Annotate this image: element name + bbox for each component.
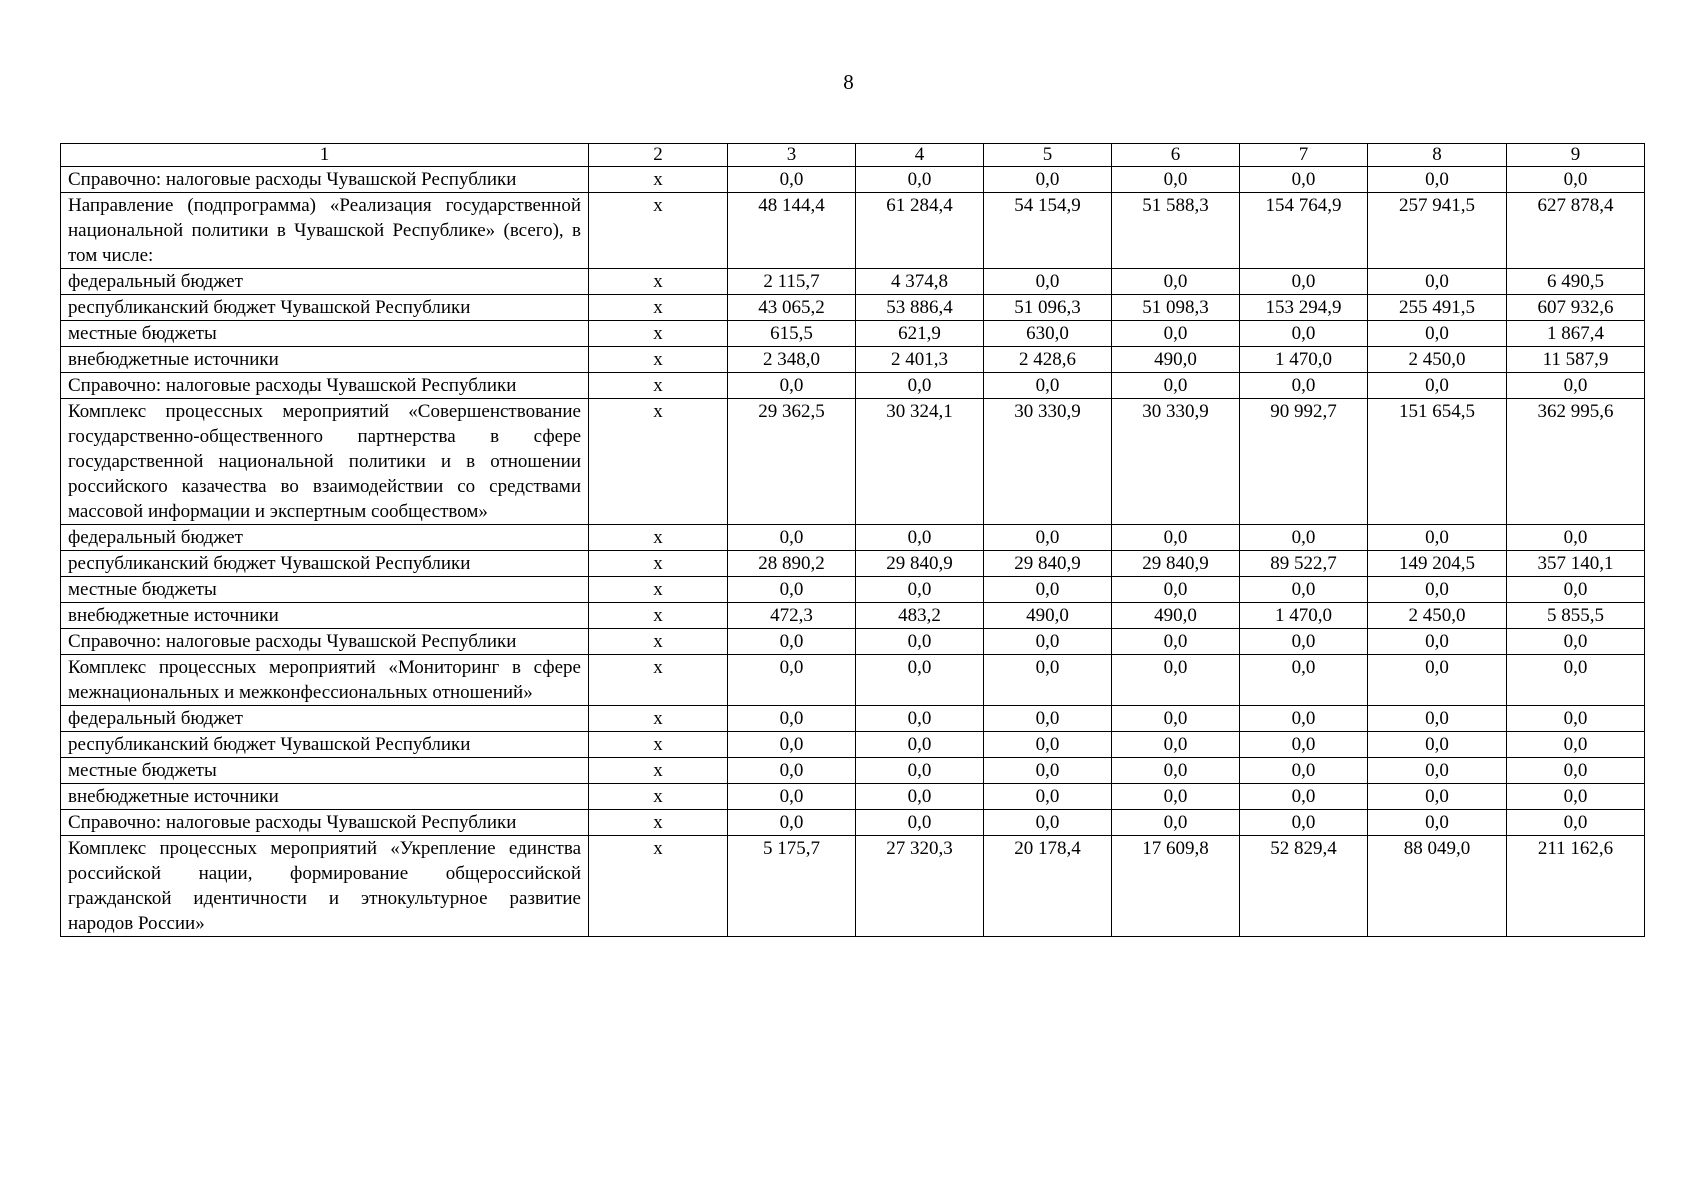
value-cell: 0,0 [1112, 577, 1240, 603]
value-cell: 0,0 [1112, 784, 1240, 810]
value-cell: 0,0 [1507, 810, 1645, 836]
value-cell: 61 284,4 [856, 193, 984, 269]
value-cell: 0,0 [1507, 525, 1645, 551]
value-cell: 54 154,9 [984, 193, 1112, 269]
value-cell: 0,0 [1368, 784, 1507, 810]
value-cell: 0,0 [1507, 784, 1645, 810]
value-cell: 2 450,0 [1368, 603, 1507, 629]
value-cell: 0,0 [856, 706, 984, 732]
column-header: 7 [1240, 144, 1368, 167]
table-row [61, 399, 1645, 525]
row-label: внебюджетные источники [61, 603, 589, 629]
value-cell: 630,0 [984, 321, 1112, 347]
row-label: Справочно: налоговые расходы Чувашской Республики [61, 810, 589, 836]
value-cell: 0,0 [1368, 373, 1507, 399]
column-header: 9 [1507, 144, 1645, 167]
row-label: внебюджетные источники [61, 347, 589, 373]
value-cell: 28 890,2 [728, 551, 856, 577]
table-row [61, 758, 1645, 784]
value-cell: 29 840,9 [1112, 551, 1240, 577]
value-cell: 615,5 [728, 321, 856, 347]
table-body [61, 167, 1645, 937]
value-cell: 0,0 [1112, 629, 1240, 655]
value-cell: 2 428,6 [984, 347, 1112, 373]
value-cell: 0,0 [984, 706, 1112, 732]
value-cell: 0,0 [856, 758, 984, 784]
value-cell: 0,0 [1368, 732, 1507, 758]
value-cell: 472,3 [728, 603, 856, 629]
row-label: внебюджетные источники [61, 784, 589, 810]
value-cell: 151 654,5 [1368, 399, 1507, 525]
value-cell: 490,0 [984, 603, 1112, 629]
value-cell: 0,0 [1112, 706, 1240, 732]
value-cell: 6 490,5 [1507, 269, 1645, 295]
value-cell: 0,0 [728, 706, 856, 732]
value-cell: 2 115,7 [728, 269, 856, 295]
row-label: Направление (подпрограмма) «Реализация государственной национальной политики в Чувашской Республике» (всего), в том числе: [61, 193, 589, 269]
value-cell: 4 374,8 [856, 269, 984, 295]
value-cell: 29 840,9 [856, 551, 984, 577]
value-cell: 51 098,3 [1112, 295, 1240, 321]
value-cell: 0,0 [728, 373, 856, 399]
value-cell: 0,0 [984, 758, 1112, 784]
value-cell: 0,0 [1368, 706, 1507, 732]
table-row [61, 193, 1645, 269]
value-cell: 11 587,9 [1507, 347, 1645, 373]
row-label: республиканский бюджет Чувашской Республики [61, 551, 589, 577]
table-row [61, 577, 1645, 603]
value-cell: 0,0 [1240, 810, 1368, 836]
value-cell: 257 941,5 [1368, 193, 1507, 269]
value-cell: 0,0 [1368, 525, 1507, 551]
value-cell: 0,0 [1368, 629, 1507, 655]
row-mark: х [589, 629, 728, 655]
value-cell: 149 204,5 [1368, 551, 1507, 577]
value-cell: 53 886,4 [856, 295, 984, 321]
table-row [61, 732, 1645, 758]
row-mark: х [589, 399, 728, 525]
row-mark: х [589, 373, 728, 399]
value-cell: 154 764,9 [1240, 193, 1368, 269]
value-cell: 0,0 [1112, 269, 1240, 295]
row-label: федеральный бюджет [61, 525, 589, 551]
value-cell: 627 878,4 [1507, 193, 1645, 269]
value-cell: 0,0 [1240, 577, 1368, 603]
value-cell: 0,0 [1368, 810, 1507, 836]
table-row [61, 603, 1645, 629]
value-cell: 0,0 [1507, 706, 1645, 732]
row-label: республиканский бюджет Чувашской Республики [61, 732, 589, 758]
value-cell: 0,0 [1240, 732, 1368, 758]
value-cell: 48 144,4 [728, 193, 856, 269]
row-mark: х [589, 810, 728, 836]
value-cell: 29 840,9 [984, 551, 1112, 577]
value-cell: 490,0 [1112, 347, 1240, 373]
value-cell: 0,0 [1240, 629, 1368, 655]
table-row [61, 836, 1645, 937]
value-cell: 0,0 [728, 525, 856, 551]
value-cell: 0,0 [1112, 810, 1240, 836]
value-cell: 0,0 [728, 784, 856, 810]
value-cell: 0,0 [856, 577, 984, 603]
table-row [61, 167, 1645, 193]
table-row [61, 706, 1645, 732]
value-cell: 5 855,5 [1507, 603, 1645, 629]
value-cell: 27 320,3 [856, 836, 984, 937]
column-number-row [61, 144, 1645, 167]
column-header: 6 [1112, 144, 1240, 167]
row-label: федеральный бюджет [61, 269, 589, 295]
row-mark: х [589, 167, 728, 193]
column-header: 4 [856, 144, 984, 167]
page-number: 8 [843, 70, 854, 94]
row-label: Справочно: налоговые расходы Чувашской Республики [61, 167, 589, 193]
value-cell: 0,0 [856, 373, 984, 399]
row-mark: х [589, 321, 728, 347]
value-cell: 0,0 [1112, 655, 1240, 706]
row-label: Справочно: налоговые расходы Чувашской Республики [61, 373, 589, 399]
row-mark: х [589, 706, 728, 732]
value-cell: 0,0 [856, 732, 984, 758]
row-mark: х [589, 269, 728, 295]
row-label: местные бюджеты [61, 321, 589, 347]
column-header: 2 [589, 144, 728, 167]
value-cell: 0,0 [1240, 784, 1368, 810]
row-label: республиканский бюджет Чувашской Республики [61, 295, 589, 321]
column-header: 5 [984, 144, 1112, 167]
value-cell: 483,2 [856, 603, 984, 629]
value-cell: 30 330,9 [984, 399, 1112, 525]
value-cell: 362 995,6 [1507, 399, 1645, 525]
value-cell: 0,0 [856, 167, 984, 193]
value-cell: 30 324,1 [856, 399, 984, 525]
value-cell: 51 096,3 [984, 295, 1112, 321]
table-row [61, 525, 1645, 551]
value-cell: 0,0 [1240, 269, 1368, 295]
value-cell: 0,0 [728, 732, 856, 758]
value-cell: 0,0 [1368, 269, 1507, 295]
table-row [61, 269, 1645, 295]
value-cell: 0,0 [1507, 732, 1645, 758]
value-cell: 5 175,7 [728, 836, 856, 937]
value-cell: 0,0 [1240, 321, 1368, 347]
value-cell: 0,0 [1240, 758, 1368, 784]
value-cell: 0,0 [984, 784, 1112, 810]
value-cell: 0,0 [984, 810, 1112, 836]
value-cell: 0,0 [984, 629, 1112, 655]
row-label: Комплекс процессных мероприятий «Мониторинг в сфере межнациональных и межконфессиональных отношений» [61, 655, 589, 706]
value-cell: 0,0 [856, 810, 984, 836]
table-row [61, 295, 1645, 321]
value-cell: 0,0 [984, 373, 1112, 399]
table-row [61, 629, 1645, 655]
value-cell: 0,0 [1368, 577, 1507, 603]
value-cell: 0,0 [984, 577, 1112, 603]
value-cell: 0,0 [1112, 167, 1240, 193]
value-cell: 255 491,5 [1368, 295, 1507, 321]
value-cell: 0,0 [856, 784, 984, 810]
value-cell: 0,0 [1368, 758, 1507, 784]
table-row [61, 810, 1645, 836]
value-cell: 0,0 [1112, 732, 1240, 758]
value-cell: 2 401,3 [856, 347, 984, 373]
table-row [61, 655, 1645, 706]
row-mark: х [589, 193, 728, 269]
row-mark: х [589, 784, 728, 810]
value-cell: 0,0 [1507, 655, 1645, 706]
value-cell: 0,0 [1112, 373, 1240, 399]
value-cell: 0,0 [1240, 655, 1368, 706]
value-cell: 0,0 [728, 655, 856, 706]
value-cell: 357 140,1 [1507, 551, 1645, 577]
value-cell: 0,0 [856, 525, 984, 551]
row-mark: х [589, 551, 728, 577]
value-cell: 2 450,0 [1368, 347, 1507, 373]
value-cell: 0,0 [1240, 706, 1368, 732]
row-label: местные бюджеты [61, 758, 589, 784]
value-cell: 2 348,0 [728, 347, 856, 373]
value-cell: 490,0 [1112, 603, 1240, 629]
value-cell: 0,0 [1240, 525, 1368, 551]
value-cell: 0,0 [1112, 525, 1240, 551]
value-cell: 211 162,6 [1507, 836, 1645, 937]
value-cell: 1 470,0 [1240, 603, 1368, 629]
value-cell: 0,0 [1112, 758, 1240, 784]
value-cell: 0,0 [1368, 167, 1507, 193]
value-cell: 90 992,7 [1240, 399, 1368, 525]
row-mark: х [589, 295, 728, 321]
column-header: 1 [61, 144, 589, 167]
value-cell: 0,0 [1368, 655, 1507, 706]
value-cell: 1 470,0 [1240, 347, 1368, 373]
value-cell: 0,0 [984, 167, 1112, 193]
value-cell: 0,0 [728, 758, 856, 784]
value-cell: 0,0 [1507, 167, 1645, 193]
value-cell: 621,9 [856, 321, 984, 347]
value-cell: 43 065,2 [728, 295, 856, 321]
row-mark: х [589, 758, 728, 784]
value-cell: 0,0 [1112, 321, 1240, 347]
table-row [61, 347, 1645, 373]
row-label: Комплекс процессных мероприятий «Укрепление единства российской нации, формирование общероссийской гражданской идентичности и этнокультурное развитие народов России» [61, 836, 589, 937]
row-label: Справочно: налоговые расходы Чувашской Республики [61, 629, 589, 655]
value-cell: 0,0 [856, 655, 984, 706]
row-mark: х [589, 525, 728, 551]
value-cell: 0,0 [728, 629, 856, 655]
table-row [61, 373, 1645, 399]
value-cell: 30 330,9 [1112, 399, 1240, 525]
value-cell: 88 049,0 [1368, 836, 1507, 937]
value-cell: 0,0 [1507, 373, 1645, 399]
row-mark: х [589, 836, 728, 937]
value-cell: 0,0 [1240, 167, 1368, 193]
row-mark: х [589, 655, 728, 706]
value-cell: 0,0 [728, 810, 856, 836]
value-cell: 0,0 [1507, 577, 1645, 603]
table-row [61, 321, 1645, 347]
value-cell: 0,0 [1240, 373, 1368, 399]
value-cell: 0,0 [728, 167, 856, 193]
value-cell: 153 294,9 [1240, 295, 1368, 321]
column-header: 8 [1368, 144, 1507, 167]
value-cell: 51 588,3 [1112, 193, 1240, 269]
row-label: федеральный бюджет [61, 706, 589, 732]
row-label: Комплекс процессных мероприятий «Совершенствование государственно-общественного партнерства в сфере государственной национальной политики и в отношении российского казачества во взаимодействии со средствами массовой информации и экспертным сообществом» [61, 399, 589, 525]
table-row [61, 784, 1645, 810]
row-mark: х [589, 347, 728, 373]
value-cell: 0,0 [856, 629, 984, 655]
value-cell: 89 522,7 [1240, 551, 1368, 577]
row-mark: х [589, 732, 728, 758]
column-header: 3 [728, 144, 856, 167]
value-cell: 0,0 [984, 655, 1112, 706]
value-cell: 20 178,4 [984, 836, 1112, 937]
row-label: местные бюджеты [61, 577, 589, 603]
value-cell: 29 362,5 [728, 399, 856, 525]
value-cell: 1 867,4 [1507, 321, 1645, 347]
value-cell: 0,0 [984, 732, 1112, 758]
row-mark: х [589, 577, 728, 603]
row-mark: х [589, 603, 728, 629]
budget-table [60, 143, 1645, 937]
value-cell: 607 932,6 [1507, 295, 1645, 321]
value-cell: 0,0 [1368, 321, 1507, 347]
value-cell: 0,0 [1507, 629, 1645, 655]
value-cell: 17 609,8 [1112, 836, 1240, 937]
value-cell: 0,0 [728, 577, 856, 603]
value-cell: 52 829,4 [1240, 836, 1368, 937]
value-cell: 0,0 [984, 525, 1112, 551]
value-cell: 0,0 [984, 269, 1112, 295]
table-row [61, 551, 1645, 577]
value-cell: 0,0 [1507, 758, 1645, 784]
